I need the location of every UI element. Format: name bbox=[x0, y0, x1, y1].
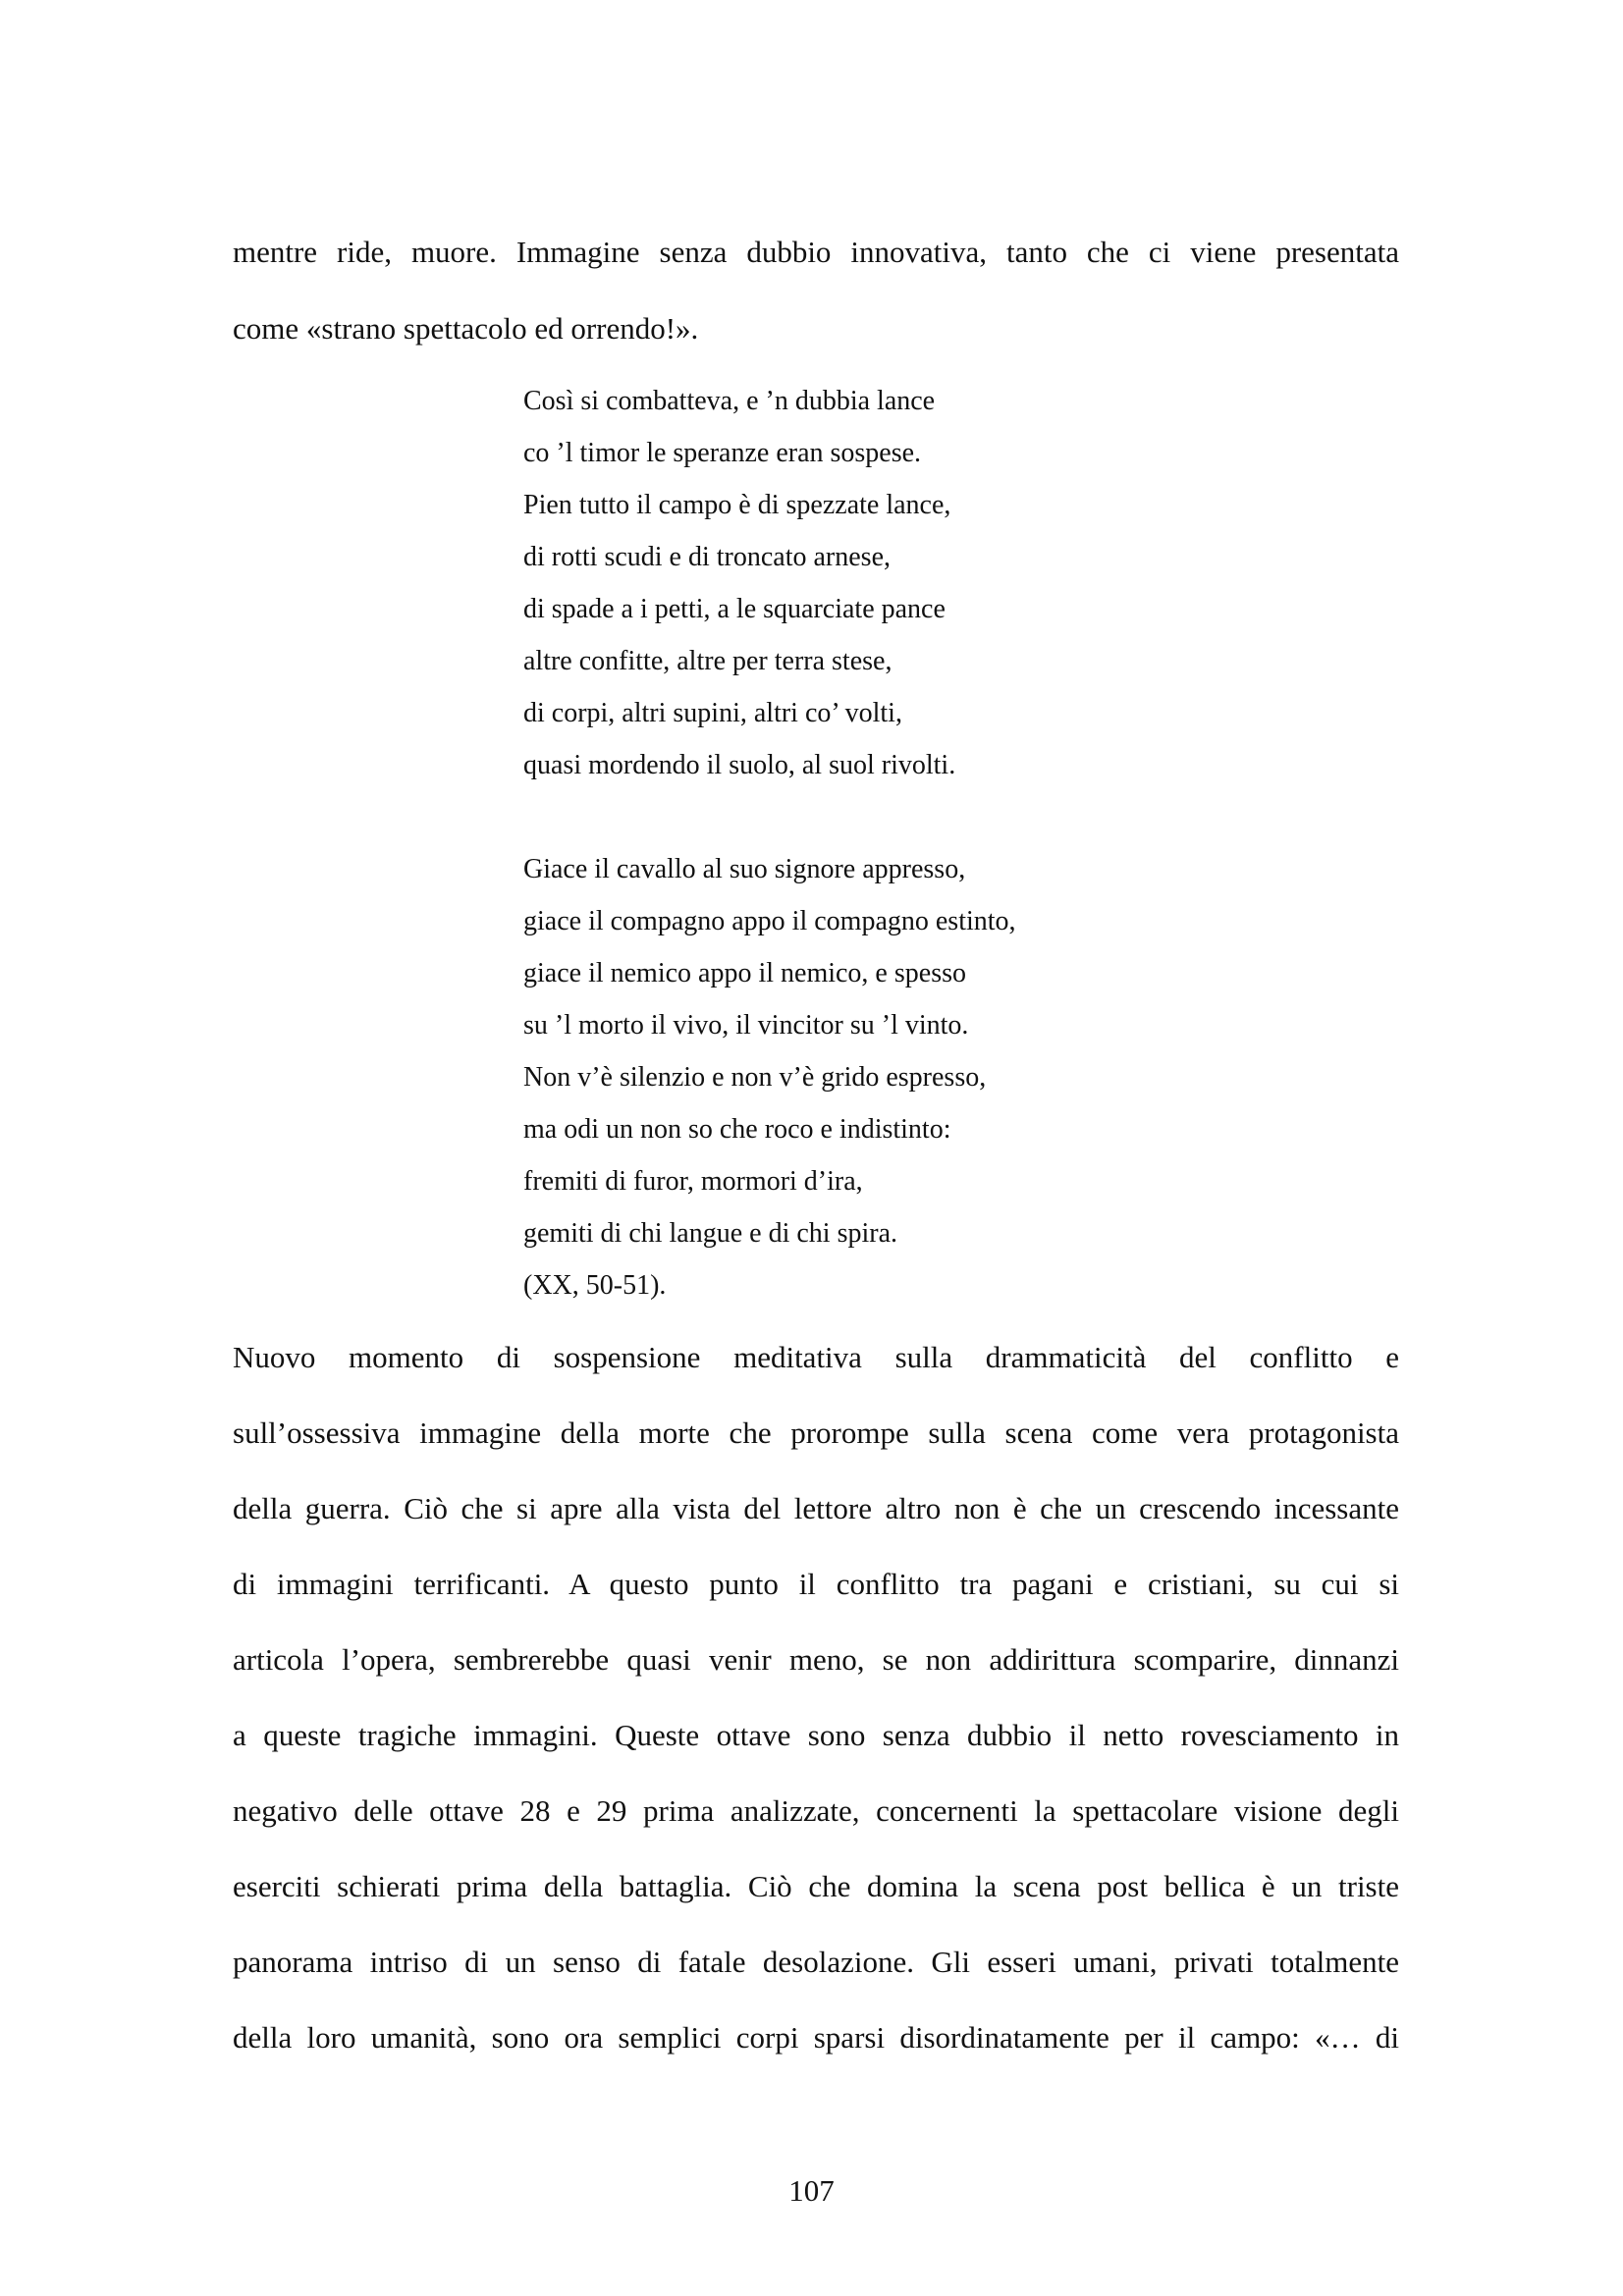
intro-line-2: come «strano spettacolo ed orrendo!». bbox=[233, 311, 699, 346]
verse-line: giace il nemico appo il nemico, e spesso bbox=[523, 958, 966, 988]
verse-citation: (XX, 50-51). bbox=[523, 1270, 667, 1301]
verse-line: su ’l morto il vivo, il vincitor su ’l vinto. bbox=[523, 1010, 969, 1041]
verse-line: Non v’è silenzio e non v’è grido espresso, bbox=[523, 1062, 987, 1093]
body-line: eserciti schierati prima della battaglia. Ciò che domina la scena post bellica è un triste bbox=[233, 1869, 1399, 1903]
verse-line: giace il compagno appo il compagno estinto, bbox=[523, 906, 1016, 936]
intro-line-1: mentre ride, muore. Immagine senza dubbio innovativa, tanto che ci viene presentata bbox=[233, 235, 1399, 269]
verse-line: Giace il cavallo al suo signore appresso, bbox=[523, 854, 966, 884]
body-line: di immagini terrificanti. A questo punto il conflitto tra pagani e cristiani, su cui si bbox=[233, 1567, 1399, 1601]
body-line: articola l’opera, sembrerebbe quasi venir meno, se non addirittura scomparire, dinnanzi bbox=[233, 1642, 1399, 1677]
body-line: della guerra. Ciò che si apre alla vista del lettore altro non è che un crescendo incessante bbox=[233, 1491, 1399, 1525]
verse-line: fremiti di furor, mormori d’ira, bbox=[523, 1166, 863, 1197]
verse-line: di spade a i petti, a le squarciate pance bbox=[523, 594, 946, 624]
page-number: 107 bbox=[788, 2173, 835, 2208]
verse-line: altre confitte, altre per terra stese, bbox=[523, 646, 893, 676]
body-line: sull’ossessiva immagine della morte che prorompe sulla scena come vera protagonista bbox=[233, 1415, 1399, 1450]
body-line: panorama intriso di un senso di fatale desolazione. Gli esseri umani, privati totalmente bbox=[233, 1945, 1399, 1979]
verse-line: di rotti scudi e di troncato arnese, bbox=[523, 542, 891, 572]
body-line: Nuovo momento di sospensione meditativa sulla drammaticità del conflitto e bbox=[233, 1340, 1399, 1374]
verse-line: ma odi un non so che roco e indistinto: bbox=[523, 1114, 951, 1145]
verse-line: Così si combatteva, e ’n dubbia lance bbox=[523, 386, 936, 416]
body-line: a queste tragiche immagini. Queste ottave sono senza dubbio il netto rovesciamento in bbox=[233, 1718, 1399, 1752]
verse-line: quasi mordendo il suolo, al suol rivolti. bbox=[523, 750, 956, 780]
verse-line: di corpi, altri supini, altri co’ volti, bbox=[523, 698, 902, 728]
body-line: della loro umanità, sono ora semplici corpi sparsi disordinatamente per il campo: «… di bbox=[233, 2020, 1399, 2055]
verse-line: co ’l timor le speranze eran sospese. bbox=[523, 438, 922, 468]
body-line: negativo delle ottave 28 e 29 prima analizzate, concernenti la spettacolare visione degli bbox=[233, 1793, 1399, 1828]
verse-line: Pien tutto il campo è di spezzate lance, bbox=[523, 490, 951, 520]
verse-line: gemiti di chi langue e di chi spira. bbox=[523, 1218, 898, 1249]
